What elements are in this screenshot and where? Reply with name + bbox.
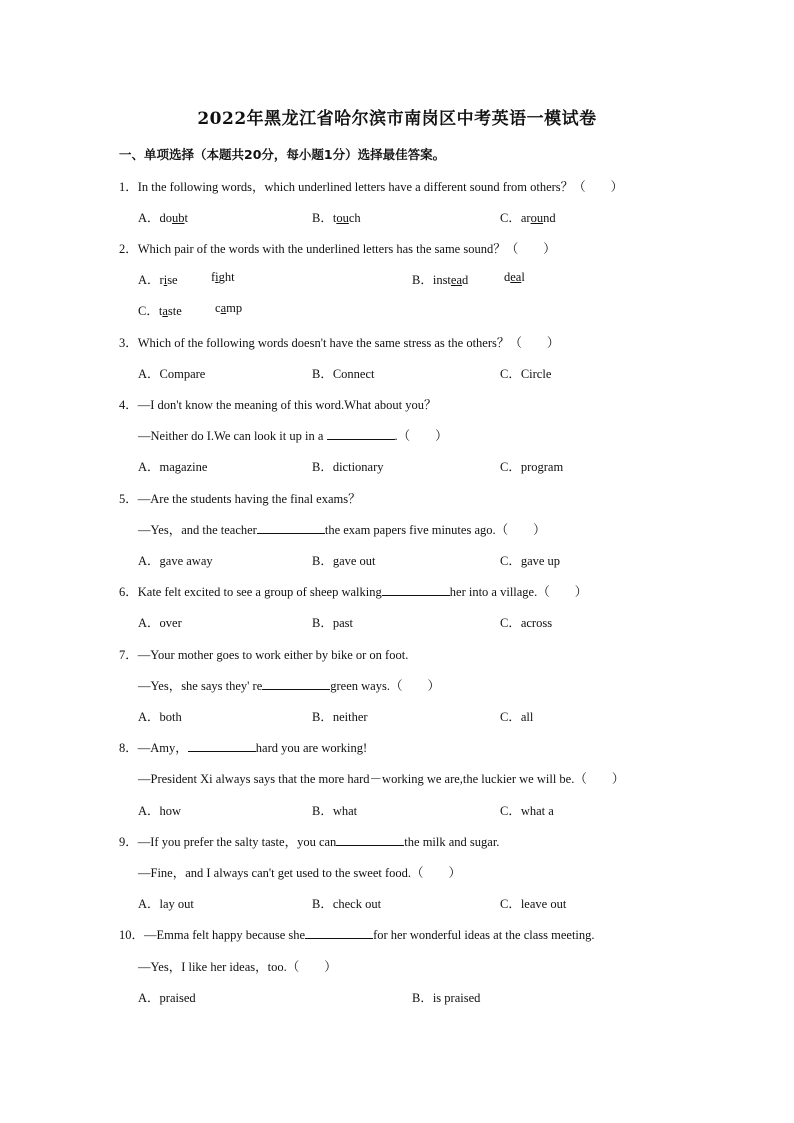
q4-option-b[interactable]: B．dictionary (312, 460, 384, 474)
question-9-line2: —Fine，and I always can't get used to the sweet food.（ ） (138, 866, 462, 880)
q2-option-b-word2: deal (504, 270, 525, 284)
q4-option-c[interactable]: C．program (500, 460, 564, 474)
question-4-stem: 4．—I don't know the meaning of this word.What about you？ (119, 398, 437, 412)
q9-option-c[interactable]: C．leave out (500, 897, 567, 911)
question-1-stem: 1．In the following words，which underlined letters have a different sound from others？（ ） (119, 180, 624, 194)
q6-option-c[interactable]: C．across (500, 616, 553, 630)
q7-option-b[interactable]: B．neither (312, 710, 368, 724)
q1-option-a[interactable]: A．doubt (138, 211, 189, 225)
q5-option-a[interactable]: A．gave away (138, 554, 213, 568)
answer-blank (327, 428, 395, 440)
answer-blank (262, 678, 330, 690)
question-10-line2: —Yes，I like her ideas，too.（ ） (138, 960, 337, 974)
q10-option-b[interactable]: B．is praised (412, 991, 481, 1005)
q2-option-a-word2: fight (211, 270, 235, 284)
q1-option-c[interactable]: C．around (500, 211, 556, 225)
q10-option-a[interactable]: A．praised (138, 991, 196, 1005)
question-2-stem: 2．Which pair of the words with the underlined letters has the same sound？（ ） (119, 242, 556, 256)
q3-option-a[interactable]: A．Compare (138, 367, 206, 381)
question-3-stem: 3．Which of the following words doesn't have the same stress as the others？（ ） (119, 336, 560, 350)
q4-option-a[interactable]: A．magazine (138, 460, 208, 474)
q9-option-a[interactable]: A．lay out (138, 897, 194, 911)
q7-option-c[interactable]: C．all (500, 710, 534, 724)
question-7-line2: —Yes，she says they' re green ways.（ ） (138, 679, 440, 693)
q7-option-a[interactable]: A．both (138, 710, 182, 724)
answer-blank (257, 522, 325, 534)
answer-blank (336, 834, 404, 846)
q8-option-a[interactable]: A．how (138, 804, 182, 818)
section-heading: 一、单项选择（本题共20分，每小题1分）选择最佳答案。 (119, 147, 446, 162)
question-5-line2: —Yes，and the teacher the exam papers five minutes ago.（ ） (138, 523, 546, 537)
question-10-stem: 10．—Emma felt happy because she for her wonderful ideas at the class meeting. (119, 928, 595, 942)
q6-option-a[interactable]: A．over (138, 616, 182, 630)
q5-option-b[interactable]: B．gave out (312, 554, 376, 568)
q2-option-b[interactable]: B．instead (412, 273, 469, 287)
q9-option-b[interactable]: B．check out (312, 897, 382, 911)
q2-option-a[interactable]: A．rise (138, 273, 178, 287)
q8-option-c[interactable]: C．what a (500, 804, 554, 818)
q3-option-c[interactable]: C．Circle (500, 367, 552, 381)
answer-blank (382, 584, 450, 596)
question-8-line2: —President Xi always says that the more hard－working we are,the luckier we will be.（ ） (138, 772, 625, 786)
q3-option-b[interactable]: B．Connect (312, 367, 375, 381)
page-title: 2022年黑龙江省哈尔滨市南岗区中考英语一模试卷 (197, 109, 597, 129)
q8-option-b[interactable]: B．what (312, 804, 358, 818)
question-8-stem: 8．—Amy， hard you are working! (119, 741, 368, 755)
q6-option-b[interactable]: B．past (312, 616, 353, 630)
q2-option-c[interactable]: C．taste (138, 304, 182, 318)
answer-blank (305, 927, 373, 939)
answer-blank (188, 740, 256, 752)
question-6-stem: 6．Kate felt excited to see a group of sheep walking her into a village.（ ） (119, 585, 588, 599)
q1-option-b[interactable]: B．touch (312, 211, 361, 225)
question-5-stem: 5．—Are the students having the final exams？ (119, 492, 361, 506)
q2-option-c-word2: camp (215, 301, 243, 315)
question-7-stem: 7．—Your mother goes to work either by bike or on foot. (119, 648, 409, 662)
question-4-line2: —Neither do I.We can look it up in a .（ ） (138, 429, 448, 443)
question-9-stem: 9．—If you prefer the salty taste，you can the milk and sugar. (119, 835, 500, 849)
q5-option-c[interactable]: C．gave up (500, 554, 561, 568)
